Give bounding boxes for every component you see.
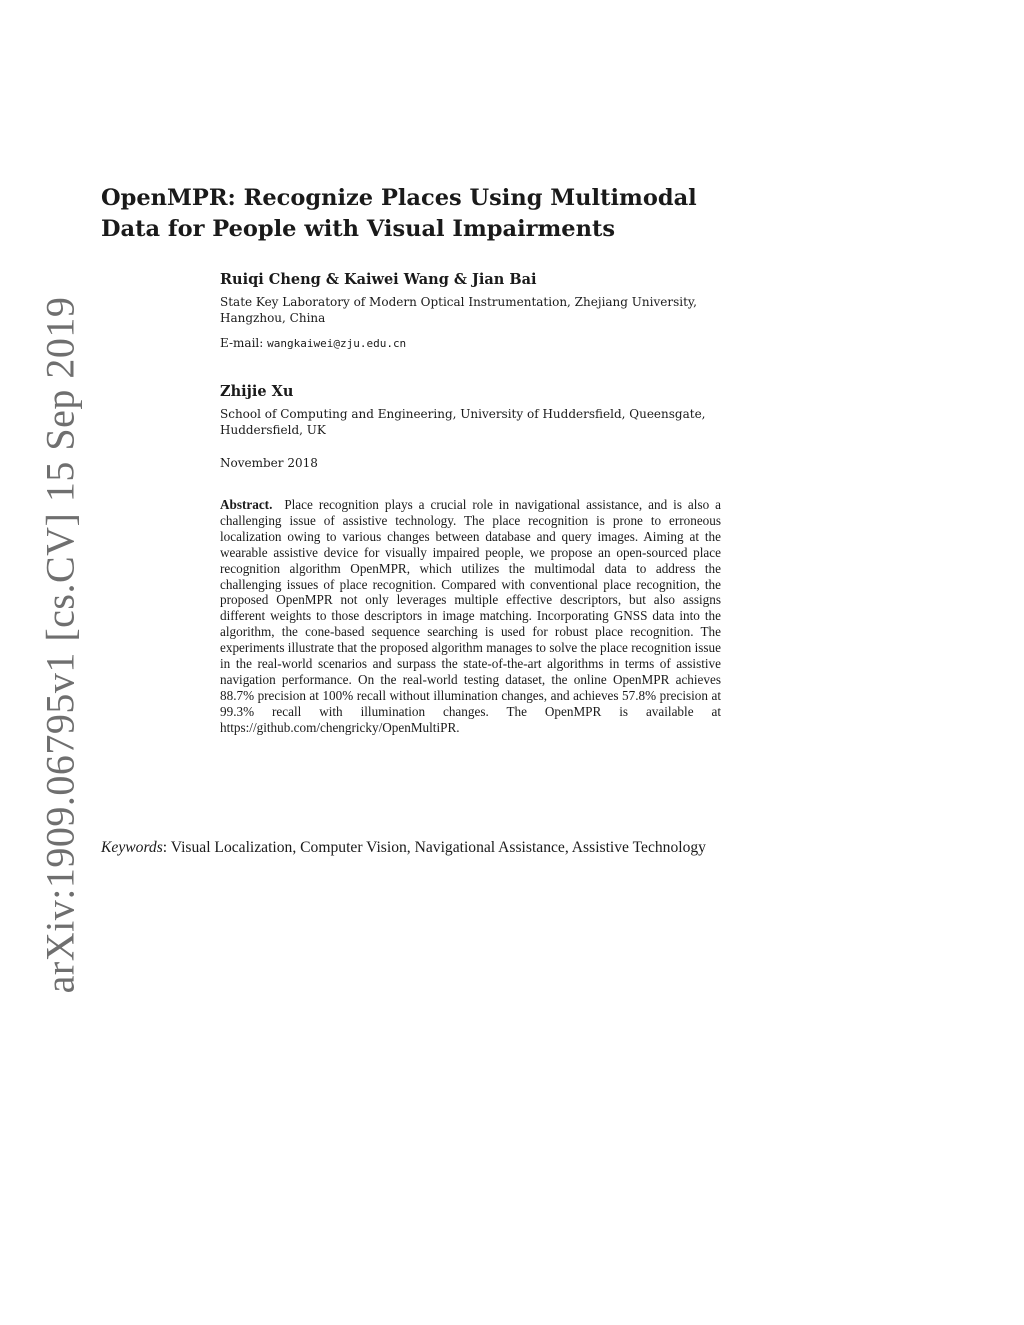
- keywords-label: Keywords: [101, 839, 163, 856]
- title-line-1: OpenMPR: Recognize Places Using Multimodal: [101, 185, 697, 211]
- affiliation-1: State Key Laboratory of Modern Optical Instrumentation, Zhejiang University, Hangzhou, China: [220, 295, 697, 325]
- paper-title: [101, 183, 741, 245]
- title-line-2: Data for People with Visual Impairments: [101, 216, 616, 242]
- author-block-2: [220, 383, 720, 438]
- keywords: Keywords: Visual Localization, Computer Vision, Navigational Assistance, Assistive Technology: [101, 839, 706, 856]
- email-label: E-mail:: [220, 336, 268, 350]
- author-names-1: Ruiqi Cheng & Kaiwei Wang & Jian Bai: [220, 271, 537, 288]
- author-names-2: Zhijie Xu: [220, 383, 294, 400]
- keywords-text: Visual Localization, Computer Vision, Navigational Assistance, Assistive Technology: [170, 839, 706, 856]
- affiliation-2: School of Computing and Engineering, University of Huddersfield, Queensgate, Huddersfield, UK: [220, 407, 706, 437]
- date: November 2018: [220, 456, 318, 470]
- email-line: [220, 335, 720, 352]
- abstract: [220, 497, 721, 736]
- author-block-1: [220, 271, 720, 352]
- abstract-label: Abstract.: [220, 497, 273, 512]
- abstract-text: Place recognition plays a crucial role in navigational assistance, and is also a challenging issue of assistive technology. The place recognition is prone to erroneous localization owing to various changes between database and query images. Aiming at the wearable assistive device for visually impaired people, we propose an open-sourced place recognition algorithm OpenMPR, which utilizes the multimodal data to address the challenging issues of place recognition. Compared with conventional place recognition, the proposed OpenMPR not only leverages multiple effective descriptors, but also assigns different weights to those descriptors in image matching. Incorporating GNSS data into the algorithm, the cone-based sequence searching is used for robust place recognition. The experiments illustrate that the proposed algorithm manages to solve the place recognition issue in the real-world scenarios and surpass the state-of-the-art algorithms in terms of assistive navigation performance. On the real-world testing dataset, the online OpenMPR achieves 88.7% precision at 100% recall without illumination changes, and achieves 57.8% precision at 99.3% recall with illumination changes. The OpenMPR is available at https://github.com/chengricky/OpenMultiPR.: [220, 497, 721, 735]
- email-address[interactable]: wangkaiwei@zju.edu.cn: [267, 337, 407, 350]
- arxiv-side-stamp: arXiv:1909.06795v1 [cs.CV] 15 Sep 2019: [37, 296, 83, 994]
